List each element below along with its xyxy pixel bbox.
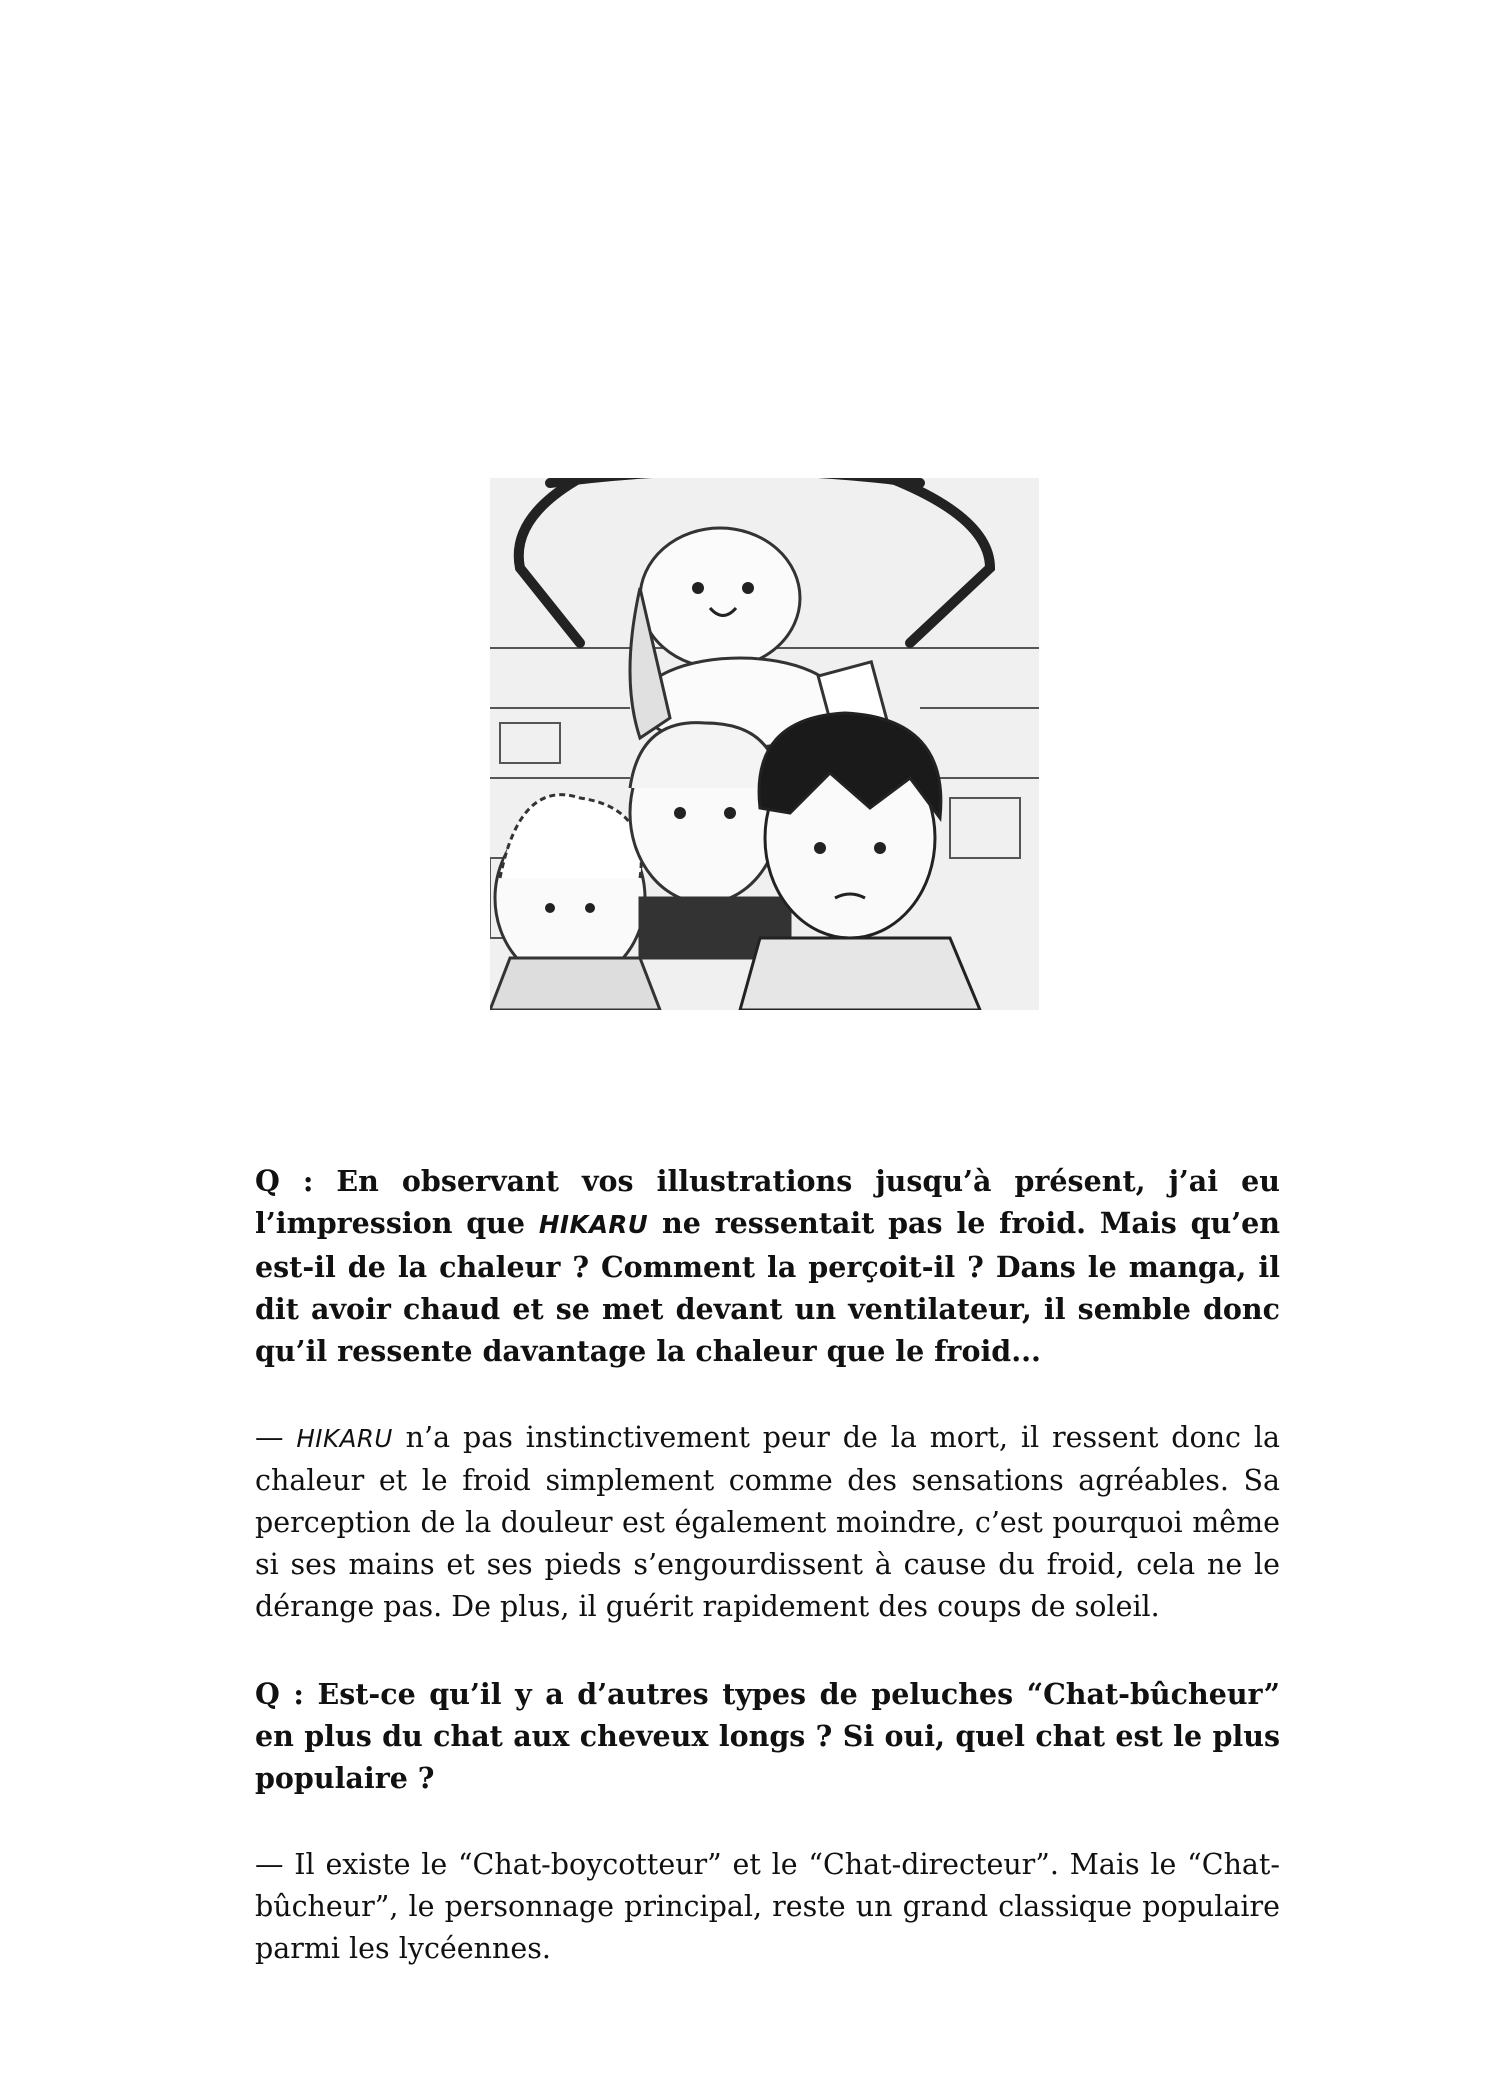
character-name: HIKARU: [296, 1424, 393, 1453]
qa-section: [255, 1160, 1280, 2015]
manga-illustration-icon: [490, 478, 1039, 1010]
question-2: Q : Est-ce qu’il y a d’autres types de peluches “Chat-bûcheur” en plus du chat aux cheveux longs ? Si oui, quel chat est le plus populaire ?: [255, 1677, 1280, 1795]
character-name: HIKARU: [538, 1210, 649, 1239]
manga-illustration: [490, 478, 1039, 1010]
answer-2: — Il existe le “Chat-boycotteur” et le “Chat-directeur”. Mais le “Chat-bûcheur”, le personnage principal, reste un grand classique populaire parmi les lycéennes.: [255, 1848, 1280, 1965]
question-1: Q : En observant vos illustrations jusqu’à présent, j’ai eu l’impression que HIKARU ne ressentait pas le froid. Mais qu’en est-il de la chaleur ? Comment la perçoit-il ? Dans le manga, il dit avoir chaud et se met devant un ventilateur, il semble donc qu’il ressente davantage la chaleur que le froid...: [255, 1164, 1280, 1368]
answer-1: — HIKARU n’a pas instinctivement peur de la mort, il ressent donc la chaleur et le froid simplement comme des sensations agréables. Sa perception de la douleur est également moindre, c’est pourquoi même si ses mains et ses pieds s’engourdissent à cause du froid, cela ne le dérange pas. De plus, il guérit rapidement des coups de soleil.: [255, 1421, 1280, 1623]
